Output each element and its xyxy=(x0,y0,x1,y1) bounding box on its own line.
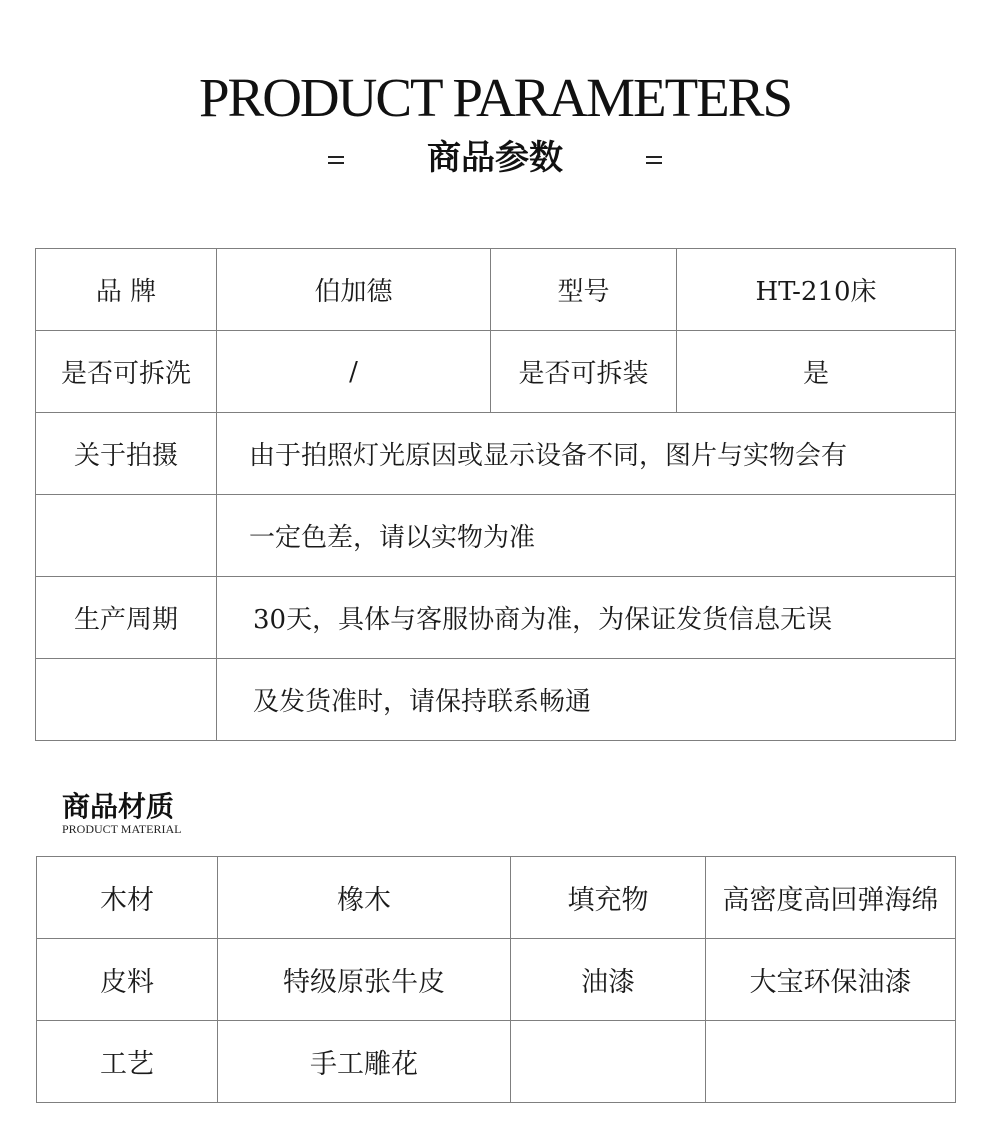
brand-value: 伯加德 xyxy=(217,249,491,331)
product-parameters-table xyxy=(35,248,956,741)
decorative-double-line-right xyxy=(646,156,662,164)
washable-label: 是否可拆洗 xyxy=(36,331,217,413)
leather-label: 皮料 xyxy=(37,939,218,1021)
empty-cell xyxy=(706,1021,956,1103)
material-section-subtitle: PRODUCT MATERIAL xyxy=(62,822,182,836)
page-title-en: PRODUCT PARAMETERS xyxy=(198,67,792,128)
photo-note-label: 关于拍摄 xyxy=(36,413,217,495)
production-cycle-text-line2: 及发货准时，请保持联系畅通 xyxy=(217,659,956,741)
empty-cell xyxy=(511,1021,706,1103)
craft-label: 工艺 xyxy=(37,1021,218,1103)
photo-note-text-line1: 由于拍照灯光原因或显示设备不同，图片与实物会有 xyxy=(217,413,956,495)
photo-note-text-line2: 一定色差，请以实物为准 xyxy=(217,495,956,577)
model-label: 型号 xyxy=(491,249,677,331)
paint-value: 大宝环保油漆 xyxy=(706,939,956,1021)
filling-label: 填充物 xyxy=(511,857,706,939)
table-row xyxy=(37,1021,956,1103)
empty-label-cell xyxy=(36,659,217,741)
filling-value: 高密度高回弹海绵 xyxy=(706,857,956,939)
washable-value: / xyxy=(217,331,491,413)
table-row xyxy=(36,331,956,413)
material-section-title: 商品材质 xyxy=(62,790,175,823)
paint-label: 油漆 xyxy=(511,939,706,1021)
wood-value: 橡木 xyxy=(218,857,511,939)
table-row xyxy=(36,413,956,495)
brand-label: 品 牌 xyxy=(36,249,217,331)
table-row xyxy=(36,495,956,577)
table-row xyxy=(37,939,956,1021)
craft-value: 手工雕花 xyxy=(218,1021,511,1103)
production-cycle-label: 生产周期 xyxy=(36,577,217,659)
production-cycle-text-line1: 30天，具体与客服协商为准，为保证发货信息无误 xyxy=(217,577,956,659)
table-row xyxy=(36,659,956,741)
leather-value: 特级原张牛皮 xyxy=(218,939,511,1021)
model-value: HT-210床 xyxy=(677,249,956,331)
detachable-value: 是 xyxy=(677,331,956,413)
table-row xyxy=(36,249,956,331)
detachable-label: 是否可拆装 xyxy=(491,331,677,413)
product-material-table xyxy=(36,856,956,1103)
table-row xyxy=(36,577,956,659)
table-row xyxy=(37,857,956,939)
page-title-zh: 商品参数 xyxy=(427,138,563,178)
empty-label-cell xyxy=(36,495,217,577)
wood-label: 木材 xyxy=(37,857,218,939)
